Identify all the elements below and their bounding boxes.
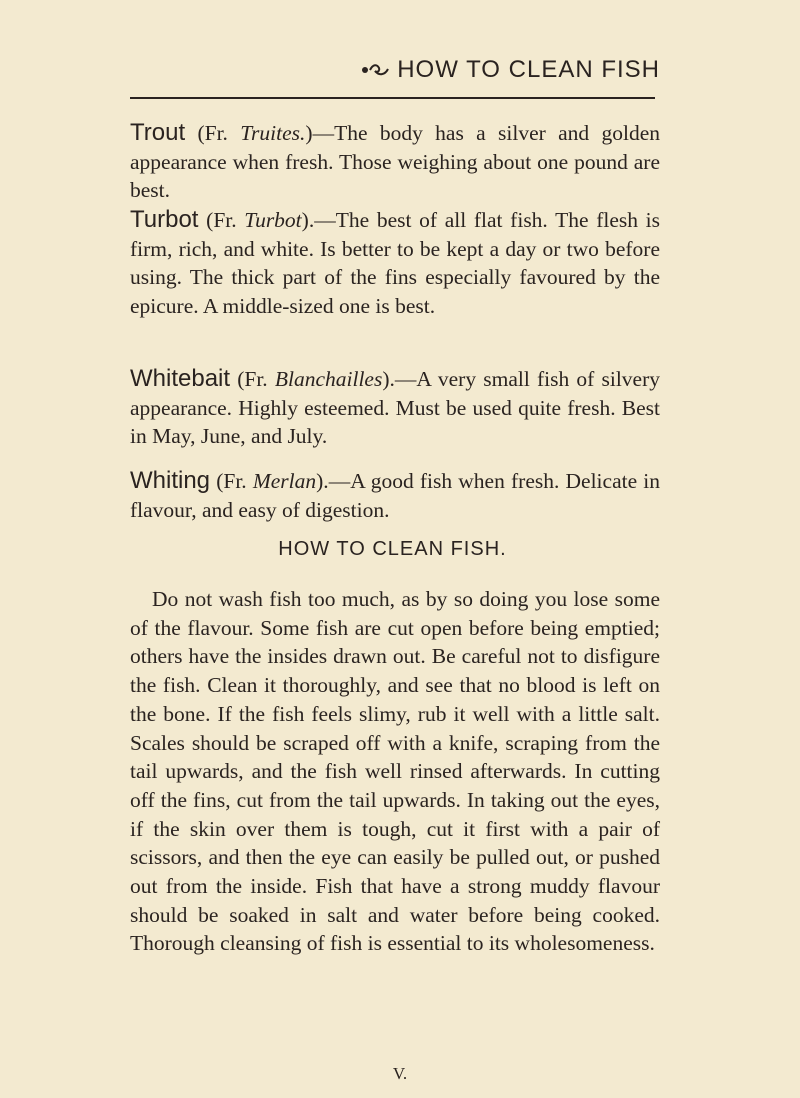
entry-fr-suffix: ). bbox=[316, 469, 329, 493]
entry-fr-prefix: (Fr. bbox=[237, 367, 275, 391]
entry-text: —The best of all flat fish. The flesh is firm, rich, and white. Is better to be kept a day or two before using. The thick part of the fins especially favoured by the epicure. A middle-sized one is best. bbox=[130, 208, 660, 318]
entry-name: Whiting bbox=[130, 467, 211, 494]
running-title: HOW TO CLEAN FISH bbox=[397, 56, 660, 83]
entry-french-name: Merlan bbox=[252, 469, 317, 493]
entry-text: —The body has a silver and golden appearance when fresh. Those weighing about one pound are best. bbox=[130, 121, 661, 202]
entry-fr-prefix: (Fr. bbox=[216, 469, 253, 493]
entry-french-name: Turbot bbox=[244, 208, 302, 232]
entry-fr-prefix: (Fr. bbox=[206, 208, 245, 232]
entry-name: Trout bbox=[130, 119, 186, 146]
entry-french-name: Blanchailles bbox=[274, 367, 383, 391]
section-body: Do not wash fish too much, as by so doing you lose some of the flavour. Some fish are cut open before being emptied; others have the insides drawn out. Be careful not to disfigure the fish. Clean it thoroughly, and see that no blood is left on the bone. If the fish feels slimy, rub it well with a little salt. Scales should be scraped off with a knife, scraping from the tail upwards, and the fish well rinsed afterwards. In cutting off the fins, cut from the tail upwards. In taking out the eyes, if the skin over them is tough, cut it first with a pair of scissors, and then the eye can easily be pulled out, or pushed out from the inside. Fish that have a strong muddy flavour should be soaked in salt and water before being cooked. Thorough cleansing of fish is essential to its wholesomeness. bbox=[130, 587, 660, 956]
entry-text: —A very small fish of silvery appearance. Highly esteemed. Must be used quite fresh. Best in May, June, and July. bbox=[130, 367, 661, 448]
entry-trout bbox=[130, 119, 660, 205]
entry-whiting bbox=[130, 467, 660, 524]
entry-name: Whitebait bbox=[130, 365, 231, 392]
section-heading: HOW TO CLEAN FISH. bbox=[278, 538, 507, 560]
entry-text: —A good fish when fresh. Delicate in flavour, and easy of digestion. bbox=[130, 469, 661, 522]
header-rule bbox=[130, 97, 655, 99]
entry-fr-suffix: ) bbox=[305, 121, 313, 145]
signature-mark: V. bbox=[392, 1064, 408, 1083]
entry-fr-suffix: ). bbox=[301, 208, 315, 232]
fleuron-icon bbox=[361, 61, 391, 79]
entry-fr-prefix: (Fr. bbox=[197, 121, 241, 145]
entry-turbot bbox=[130, 206, 660, 320]
entry-name: Turbot bbox=[130, 206, 199, 233]
running-head bbox=[300, 56, 660, 84]
entry-fr-suffix: ). bbox=[382, 367, 395, 391]
entry-french-name: Truites. bbox=[240, 121, 306, 145]
entry-whitebait bbox=[130, 365, 660, 451]
